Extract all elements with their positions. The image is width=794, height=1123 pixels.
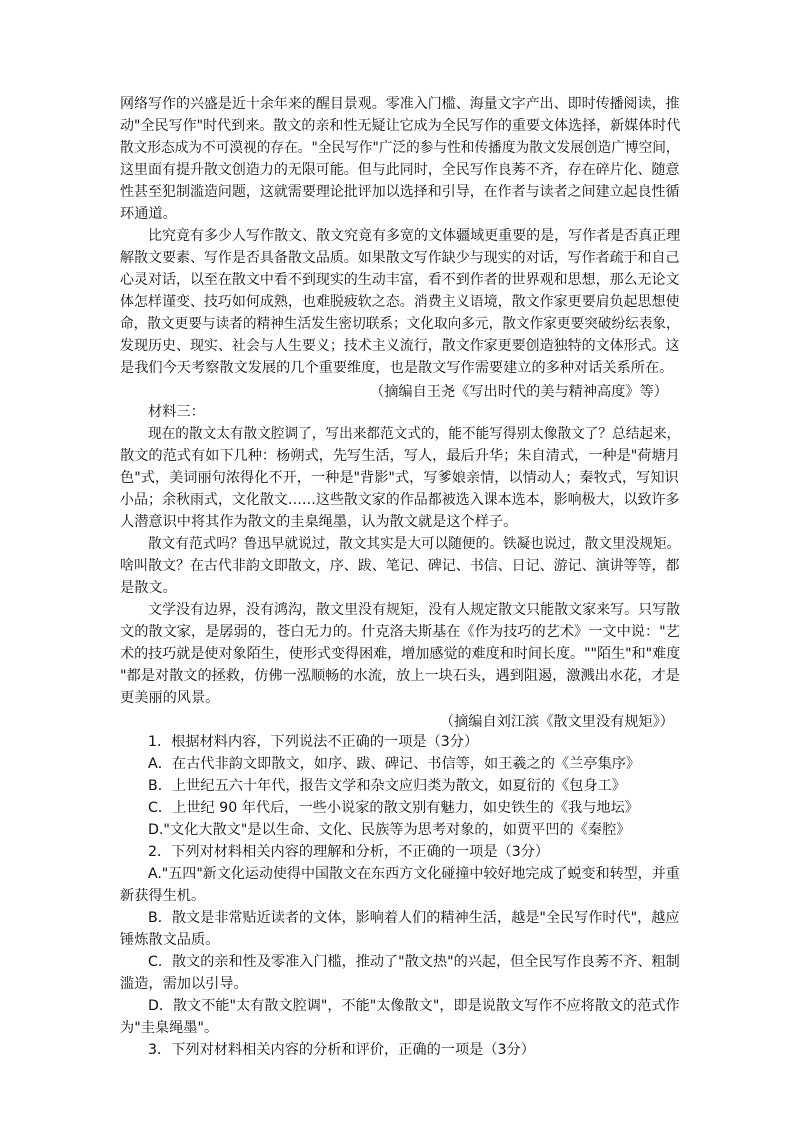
text-line: 现在的散文太有散文腔调了，写出来都范文式的，能不能写得别太像散文了？总结起来， [148, 426, 681, 442]
text-line: 命，散文更要与读者的精神生活发生密切联系；文化取向多元，散文作家更要突破纷纭表象， [120, 316, 680, 332]
source-citation: （摘编自刘江滨《散文里没有规矩》） [439, 714, 674, 730]
option-c: C．上世纪 90 年代后，一些小说家的散文别有魅力，如史铁生的《我与地坛》 [148, 800, 639, 816]
text-line: 心灵对话，以至在散文中看不到现实的生动丰富，看不到作者的世界观和思想，那么无论文 [120, 272, 680, 288]
text-line: 网络写作的兴盛是近十余年来的醒目景观。零准入门槛、海量文字产出、即时传播阅读，推 [120, 96, 680, 112]
text-line: 散文有范式吗？鲁迅早就说过，散文其实是大可以随便的。铁凝也说过，散文里没规矩。 [148, 536, 681, 552]
text-line: 体怎样谨变、技巧如何成熟，也难脱疲软之态。消费主义语境，散文作家更要肩负起思想使 [120, 294, 680, 310]
text-line: "都是对散文的拯救，仿佛一泓顺畅的水流，放上一块石头，遇到阻遏，激溅出水花，才是 [120, 668, 680, 684]
source-citation: （摘编自王尧《写出时代的美与精神高度》等） [370, 384, 668, 400]
text-line: 新获得生机。 [120, 888, 206, 904]
option-b: B．散文是非常贴近读者的文体，影响着人们的精神生活，越是"全民写作时代"，越应 [148, 910, 680, 926]
text-line: 散文形态成为不可漠视的存在。"全民写作"广泛的参与性和传播度为散文发展创造广博空间， [120, 140, 680, 156]
text-line: 更美丽的风景。 [120, 690, 220, 706]
text-line: 小品；余秋雨式，文化散文……这些散文家的作品都被选入课本选本，影响极大，以致许多 [120, 492, 680, 508]
option-d: D．散文不能"太有散文腔调"，不能"太像散文"，即是说散文写作不应将散文的范式作 [148, 998, 680, 1014]
text-line: 色"式，美词丽句浓得化不开，一种是"背影"式，写爹娘亲情，以情动人；秦牧式，写知识 [120, 470, 679, 486]
option-d: D."文化大散文"是以生命、文化、民族等为思考对象的，如贾平凹的《秦腔》 [148, 822, 631, 838]
text-line: 啥叫散文？在古代非韵文即散文，序、跋、笔记、碑记、书信、日记、游记、演讲等等，都 [120, 558, 680, 574]
text-line: 锤炼散文品质。 [120, 932, 220, 948]
text-line: 术的技巧就是使对象陌生，使形式变得困难，增加感觉的难度和时间长度。""陌生"和"难度 [120, 646, 681, 662]
text-line: 是散文。 [120, 580, 177, 596]
text-line: 为"圭臬绳墨"。 [120, 1020, 219, 1036]
text-line: 滥造，需加以引导。 [120, 976, 248, 992]
question-3: 3．下列对材料相关内容的分析和评价，正确的一项是（3分） [148, 1042, 535, 1058]
text-line: 发现历史、现实、社会与人生要义；技术主义流行，散文作家更要创造独特的文体形式。这 [120, 338, 680, 354]
text-line: 文的散文家，是孱弱的，苍白无力的。什克洛夫斯基在《作为技巧的艺术》一文中说："艺 [120, 624, 680, 640]
text-line: 动"全民写作"时代到来。散文的亲和性无疑让它成为全民写作的重要文体选择，新媒体时代 [120, 118, 681, 134]
text-line: 解散文要素、写作是否具备散文品质。如果散文写作缺少与现实的对话，写作者疏于和自己 [120, 250, 680, 266]
text-line: 环通道。 [120, 206, 177, 222]
text-line: 比究竟有多少人写作散文、散文究竟有多宽的文体疆域更重要的是，写作者是否真正理 [148, 228, 681, 244]
question-2: 2．下列对材料相关内容的理解和分析，不正确的一项是（3分） [148, 844, 550, 860]
text-line: 文学没有边界，没有鸿沟，散文里没有规矩，没有人规定散文只能散文家来写。只写散 [148, 602, 681, 618]
text-line: 这里面有提升散文创造力的无限可能。但与此同时，全民写作良莠不齐，存在碎片化、随意 [120, 162, 680, 178]
text-line: 性甚至犯制滥造问题，这就需要理论批评加以选择和引导，在作者与读者之间建立起良性循 [120, 184, 680, 200]
section-heading: 材料三： [148, 404, 205, 420]
option-a: A．在古代非韵文即散文，如序、跋、碑记、书信等，如王羲之的《兰亭集序》 [148, 756, 641, 772]
text-line: 散文的范式有如下几种：杨朔式，先写生活，写人，最后升华；朱自清式，一种是"荷塘月 [120, 448, 680, 464]
option-b: B．上世纪五六十年代，报告文学和杂文应归类为散文，如夏衍的《包身工》 [148, 778, 626, 794]
question-1: 1．根据材料内容，下列说法不正确的一项是（3分） [148, 734, 479, 750]
option-a: A."五四"新文化运动使得中国散文在东西方文化碰撞中较好地完成了蜕变和转型，并重 [148, 866, 680, 882]
text-line: 人潜意识中将其作为散文的圭臬绳墨，认为散文就是这个样子。 [120, 514, 518, 530]
option-c: C．散文的亲和性及零准入门槛，推动了"散文热"的兴起，但全民写作良莠不齐、粗制 [148, 954, 680, 970]
text-line: 是我们今天考察散文发展的几个重要维度，也是散文写作需要建立的多种对话关系所在。 [120, 360, 674, 376]
